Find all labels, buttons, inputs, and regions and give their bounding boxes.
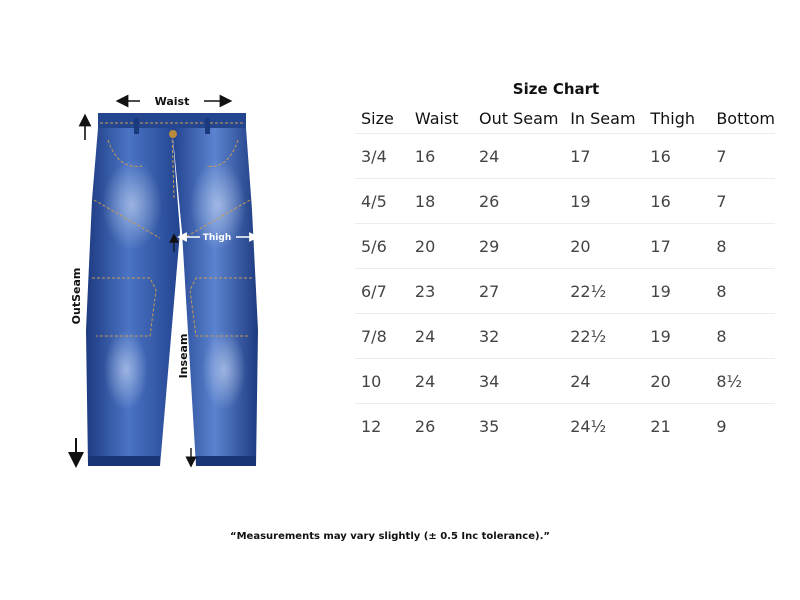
cell-bottom: 7	[710, 179, 775, 224]
cell-thigh: 19	[644, 314, 710, 359]
cell-bottom: 7	[710, 134, 775, 179]
cell-out-seam: 35	[478, 416, 500, 436]
cell-size: 3/4	[355, 134, 409, 179]
cell-in-seam: 24	[564, 359, 644, 404]
table-row	[355, 314, 775, 359]
thigh-label: Thigh	[202, 233, 232, 243]
cell-size: 12	[361, 416, 382, 436]
cell-size: 5/6	[355, 224, 409, 269]
table-row	[355, 404, 775, 449]
jeans-measurement-illustration	[0, 0, 340, 520]
header-in-seam: In Seam	[564, 103, 644, 134]
cell-waist: 23	[409, 269, 473, 314]
cell-bottom: 8½	[710, 359, 775, 404]
cell-size: 10	[355, 359, 409, 404]
cell-waist: 24	[409, 314, 473, 359]
cell-thigh: 20	[644, 359, 710, 404]
table-row	[355, 269, 775, 314]
header-out-seam: Out Seam	[473, 103, 564, 134]
cell-out-seam: 29	[473, 224, 564, 269]
cell-bottom: 8	[710, 314, 775, 359]
size-chart-title: Size Chart	[512, 80, 600, 98]
cell-in-seam: 24½	[570, 416, 607, 436]
cell-out-seam: 26	[473, 179, 564, 224]
cell-in-seam: 22½	[564, 269, 644, 314]
cell-thigh: 16	[644, 179, 710, 224]
cell-waist: 18	[409, 179, 473, 224]
cell-out-seam: 34	[473, 359, 564, 404]
header-size: Size	[355, 103, 409, 134]
outseam-dimension	[70, 120, 85, 460]
cell-in-seam: 19	[564, 179, 644, 224]
cell-waist: 24	[409, 359, 473, 404]
cell-out-seam: 24	[473, 134, 564, 179]
outseam-label: OutSeam	[70, 267, 83, 325]
inseam-label: Inseam	[177, 333, 190, 379]
cell-thigh: 16	[644, 134, 710, 179]
header-thigh: Thigh	[644, 103, 710, 134]
cell-thigh: 19	[644, 269, 710, 314]
size-chart-table	[355, 103, 775, 448]
cell-out-seam: 32	[473, 314, 564, 359]
cell-thigh: 21	[650, 416, 671, 436]
table-row	[355, 359, 775, 404]
cell-in-seam: 20	[564, 224, 644, 269]
table-row	[355, 134, 775, 179]
cell-in-seam: 17	[564, 134, 644, 179]
cell-bottom: 8	[710, 224, 775, 269]
cell-size: 7/8	[355, 314, 409, 359]
table-header-row	[355, 103, 775, 134]
table-row	[355, 179, 775, 224]
waist-label: Waist	[154, 95, 190, 108]
cell-size: 6/7	[355, 269, 409, 314]
header-bottom: Bottom	[710, 103, 775, 134]
table-row	[355, 224, 775, 269]
header-waist: Waist	[409, 103, 473, 134]
cell-in-seam: 22½	[564, 314, 644, 359]
waist-dimension	[122, 95, 226, 108]
cell-waist: 16	[409, 134, 473, 179]
cell-size: 4/5	[355, 179, 409, 224]
measurement-tolerance-note: “Measurements may vary slightly (± 0.5 Inc tolerance).”	[230, 531, 550, 542]
cell-bottom: 9	[716, 416, 727, 436]
cell-waist: 20	[409, 224, 473, 269]
cell-out-seam: 27	[473, 269, 564, 314]
jeans-icon	[86, 113, 258, 466]
cell-bottom: 8	[710, 269, 775, 314]
cell-thigh: 17	[644, 224, 710, 269]
cell-waist: 26	[414, 416, 436, 436]
